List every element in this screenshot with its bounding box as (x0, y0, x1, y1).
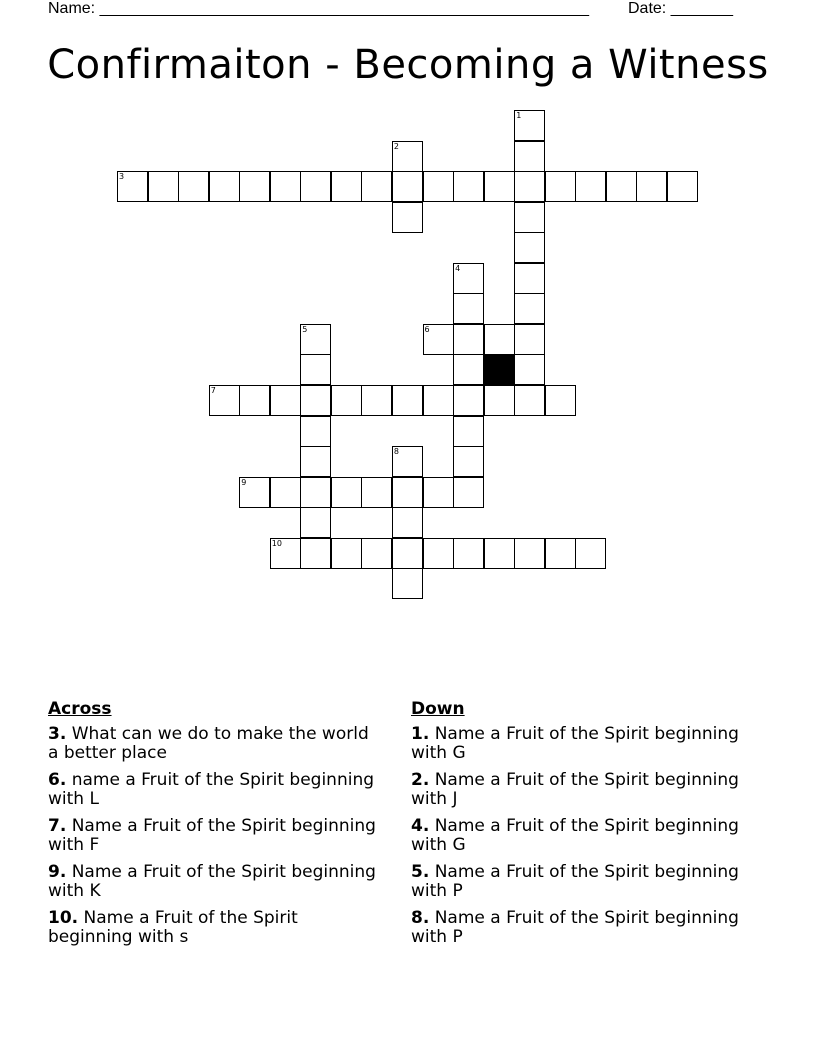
grid-cell[interactable] (514, 293, 545, 324)
grid-cell[interactable] (423, 385, 454, 416)
clue-text: Name a Fruit of the Spirit beginning with J (411, 769, 739, 809)
grid-cell[interactable] (453, 293, 484, 324)
grid-cell[interactable] (453, 538, 484, 569)
black-cell (484, 354, 515, 385)
grid-cell[interactable] (392, 385, 423, 416)
grid-cell[interactable] (361, 171, 392, 202)
grid-cell[interactable] (392, 141, 423, 172)
clue-text: Name a Fruit of the Spirit beginning with P (411, 861, 739, 901)
grid-cell[interactable] (636, 171, 667, 202)
grid-cell[interactable] (300, 416, 331, 447)
clue-number: 6. (48, 769, 67, 790)
grid-cell[interactable] (423, 477, 454, 508)
clue-number: 2. (411, 769, 430, 790)
grid-cell[interactable] (270, 385, 301, 416)
clue-text: Name a Fruit of the Spirit beginning with G (411, 723, 739, 763)
grid-cell[interactable] (423, 324, 454, 355)
grid-cell[interactable] (453, 263, 484, 294)
grid-cell[interactable] (514, 232, 545, 263)
grid-cell[interactable] (667, 171, 698, 202)
clue-number-label: 2 (393, 141, 399, 151)
grid-cell[interactable] (514, 110, 545, 141)
grid-cell[interactable] (392, 507, 423, 538)
down-clue (411, 909, 741, 948)
grid-cell[interactable] (392, 171, 423, 202)
date-line[interactable]: Date: _______ (628, 0, 733, 17)
grid-cell[interactable] (331, 477, 362, 508)
clue-number: 3. (48, 723, 67, 744)
grid-cell[interactable] (453, 385, 484, 416)
grid-cell[interactable] (575, 538, 606, 569)
grid-cell[interactable] (575, 171, 606, 202)
clue-text: Name a Fruit of the Spirit beginning with s (48, 907, 298, 947)
grid-cell[interactable] (392, 202, 423, 233)
clue-number-label: 10 (271, 538, 282, 548)
grid-cell[interactable] (453, 416, 484, 447)
grid-cell[interactable] (300, 538, 331, 569)
clue-number-label: 5 (302, 324, 308, 334)
grid-cell[interactable] (514, 263, 545, 294)
grid-cell[interactable] (239, 477, 270, 508)
clue-number: 7. (48, 815, 67, 836)
clue-number-label: 4 (455, 263, 461, 273)
grid-cell[interactable] (484, 171, 515, 202)
grid-cell[interactable] (392, 538, 423, 569)
grid-cell[interactable] (331, 385, 362, 416)
across-clue (48, 909, 378, 948)
grid-cell[interactable] (300, 385, 331, 416)
down-clue (411, 725, 741, 764)
down-heading: Down (411, 699, 465, 719)
clue-text: name a Fruit of the Spirit beginning with L (48, 769, 375, 809)
clue-number-label: 6 (424, 324, 430, 334)
grid-cell[interactable] (514, 202, 545, 233)
grid-cell[interactable] (148, 171, 179, 202)
grid-cell[interactable] (117, 171, 148, 202)
grid-cell[interactable] (514, 324, 545, 355)
grid-cell[interactable] (300, 507, 331, 538)
down-clues (411, 700, 741, 955)
across-clue (48, 725, 378, 764)
clue-text: What can we do to make the world a better place (48, 723, 369, 763)
grid-cell[interactable] (545, 171, 576, 202)
across-clue (48, 817, 378, 856)
grid-cell[interactable] (453, 446, 484, 477)
grid-cell[interactable] (514, 538, 545, 569)
grid-cell[interactable] (514, 354, 545, 385)
grid-cell[interactable] (361, 477, 392, 508)
grid-cell[interactable] (453, 354, 484, 385)
clue-text: Name a Fruit of the Spirit beginning with F (48, 815, 376, 855)
down-clue (411, 863, 741, 902)
clue-number: 9. (48, 861, 67, 882)
grid-cell[interactable] (514, 171, 545, 202)
grid-cell[interactable] (453, 324, 484, 355)
grid-cell[interactable] (209, 385, 240, 416)
clue-number-label: 8 (393, 447, 399, 457)
clue-number-label: 9 (241, 477, 247, 487)
grid-cell[interactable] (300, 446, 331, 477)
across-heading: Across (48, 699, 112, 719)
puzzle-title: Confirmaiton - Becoming a Witness (47, 42, 769, 88)
grid-cell[interactable] (484, 324, 515, 355)
grid-cell[interactable] (270, 538, 301, 569)
grid-cell[interactable] (484, 385, 515, 416)
grid-cell[interactable] (300, 171, 331, 202)
grid-cell[interactable] (606, 171, 637, 202)
clue-text: Name a Fruit of the Spirit beginning with K (48, 861, 376, 901)
grid-cell[interactable] (270, 477, 301, 508)
across-clues (48, 700, 378, 955)
grid-cell[interactable] (423, 538, 454, 569)
grid-cell[interactable] (423, 171, 454, 202)
clue-number-label: 7 (210, 385, 216, 395)
clue-number-label: 1 (516, 111, 522, 120)
clue-number: 10. (48, 907, 79, 928)
grid-cell[interactable] (270, 171, 301, 202)
grid-cell[interactable] (545, 538, 576, 569)
grid-cell[interactable] (178, 171, 209, 202)
name-line[interactable]: Name: _______________________________________________________ (48, 0, 589, 17)
grid-cell[interactable] (453, 477, 484, 508)
grid-cell[interactable] (239, 385, 270, 416)
grid-cell[interactable] (361, 385, 392, 416)
grid-cell[interactable] (453, 171, 484, 202)
grid-cell[interactable] (331, 171, 362, 202)
grid-cell[interactable] (514, 385, 545, 416)
grid-cell[interactable] (300, 354, 331, 385)
grid-cell[interactable] (514, 141, 545, 172)
clue-number-label: 3 (119, 172, 125, 182)
grid-cell[interactable] (331, 538, 362, 569)
grid-cell[interactable] (209, 171, 240, 202)
down-clue (411, 817, 741, 856)
grid-cell[interactable] (300, 477, 331, 508)
down-clue (411, 771, 741, 810)
clue-number: 8. (411, 907, 430, 928)
grid-cell[interactable] (392, 568, 423, 599)
grid-cell[interactable] (300, 324, 331, 355)
grid-cell[interactable] (545, 385, 576, 416)
clue-number: 4. (411, 815, 430, 836)
clue-text: Name a Fruit of the Spirit beginning with G (411, 815, 739, 855)
grid-cell[interactable] (361, 538, 392, 569)
grid-cell[interactable] (392, 477, 423, 508)
grid-cell[interactable] (392, 446, 423, 477)
across-clue (48, 771, 378, 810)
grid-cell[interactable] (239, 171, 270, 202)
grid-cell[interactable] (484, 538, 515, 569)
across-clue (48, 863, 378, 902)
clue-text: Name a Fruit of the Spirit beginning with P (411, 907, 739, 947)
clue-number: 1. (411, 723, 430, 744)
clue-number: 5. (411, 861, 430, 882)
